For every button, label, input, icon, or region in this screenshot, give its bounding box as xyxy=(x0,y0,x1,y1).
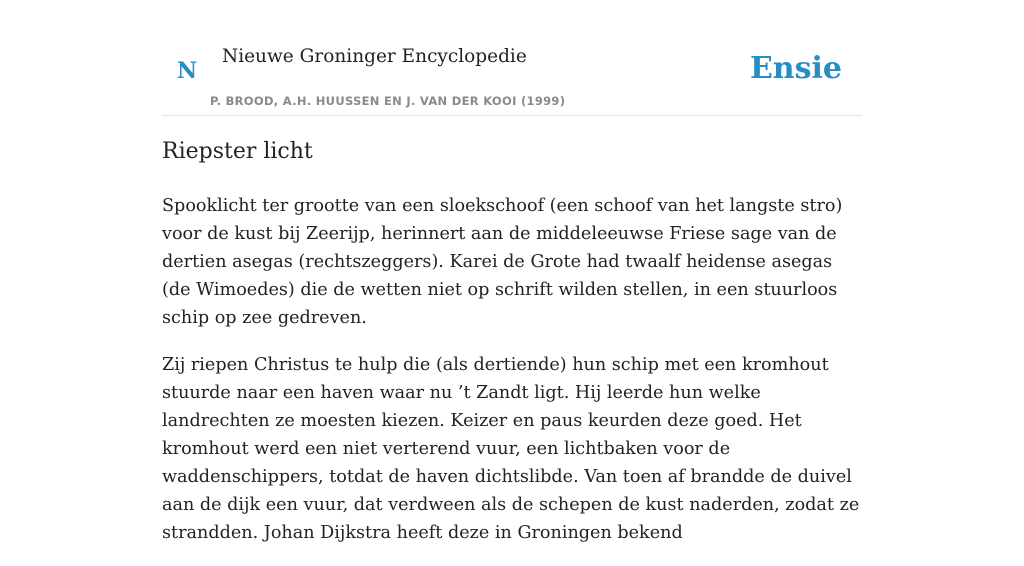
article-paragraph: Zij riepen Christus te hulp die (als dertiende) hun schip met een kromhout stuurde naar een haven waar nu ’t Zandt ligt. Hij leerde hun welke landrechten ze moesten kiezen. Keizer en paus keurden deze goed. Het kromhout werd een niet verterend vuur, een lichtbaken voor de waddenschippers, totdat de haven dichtslibde. Van toen af brandde de duivel aan de dijk een vuur, dat verdween als de schepen de kust naderden, zodat ze strandden. Johan Dijkstra heeft deze in Groningen bekend xyxy=(162,355,860,543)
ensie-logo-link[interactable]: Ensie xyxy=(749,51,842,86)
book-authors: P. BROOD, A.H. HUUSSEN EN J. VAN DER KOOI (1999) xyxy=(210,94,566,108)
article-title: Riepster licht xyxy=(162,139,313,164)
book-logo-icon[interactable]: N xyxy=(177,58,198,84)
book-header xyxy=(162,36,862,116)
article-body xyxy=(162,192,862,566)
book-title-link[interactable]: Nieuwe Groninger Encyclopedie xyxy=(222,46,527,67)
article-paragraph: Spooklicht ter grootte van een sloekschoof (een schoof van het langste stro) voor de kust bij Zeerijp, herinnert aan de middeleeuwse Friese sage van de dertien asegas (rechtszeggers). Karei de Grote had twaalf heidense asegas (de Wimoedes) die de wetten niet op schrift wilden stellen, in een stuurloos schip op zee gedreven. xyxy=(162,196,843,328)
